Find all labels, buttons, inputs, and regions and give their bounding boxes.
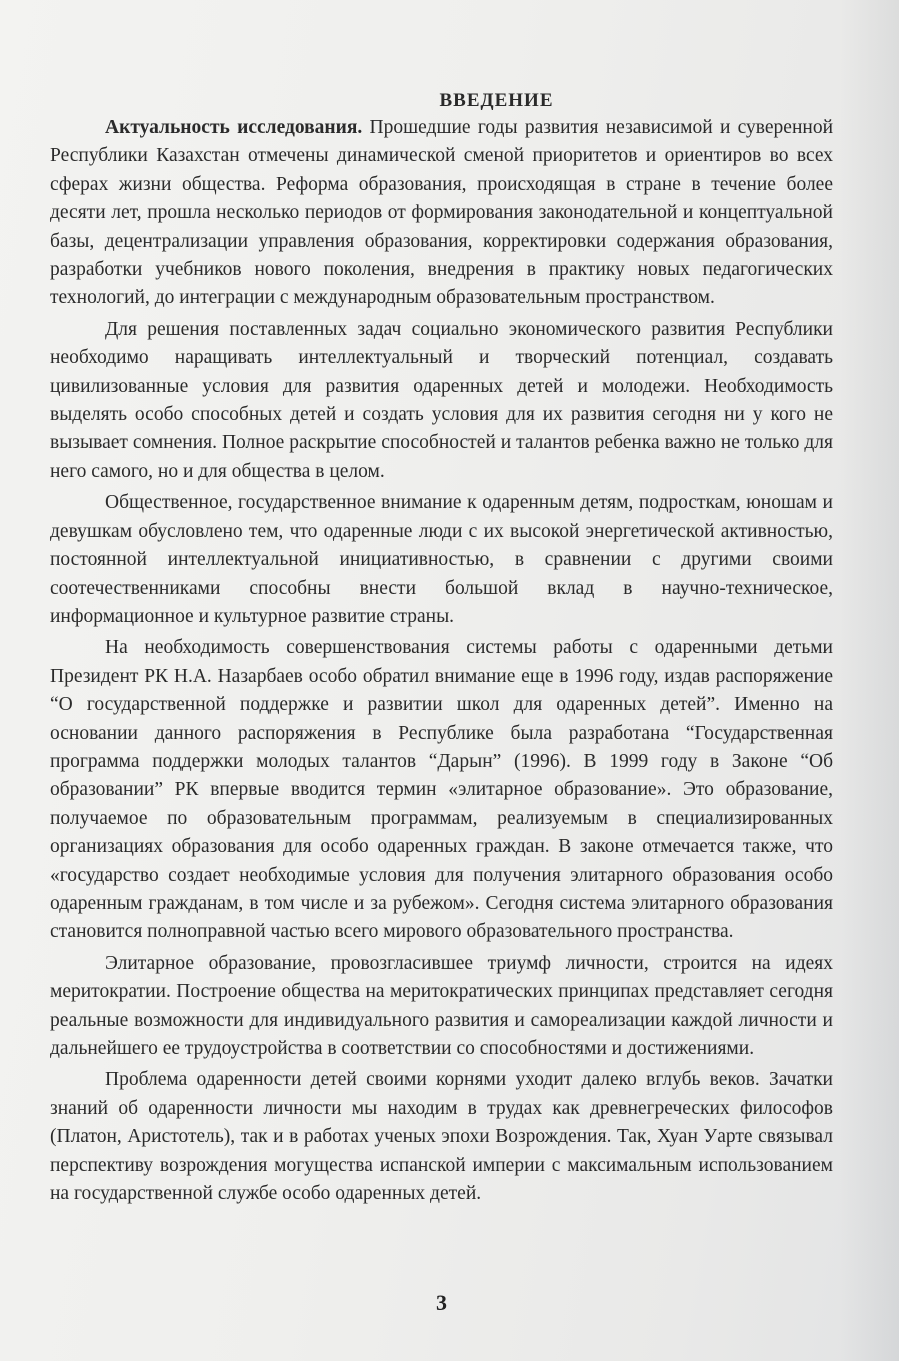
paragraph-2: Для решения поставленных задач социально экономического развития Республики необходимо наращивать интеллектуальный и творческий потенциал, создавать цивилизованные условия для развития одаренных детей и молодежи. Необходимость выделять особо способных детей и создать условия для их развития сегодня ни у кого не вызывает сомнения. Полное раскрытие способностей и талантов ребенка важно не только для него самого, но и для общества в целом. [50,318,833,482]
paragraph-1 [50,114,833,313]
page-number: 3 [436,1290,447,1315]
document-body [50,88,833,1208]
page-shadow [839,0,899,1361]
paragraph-5: Элитарное образование, провозгласившее триумф личности, строится на идеях меритократии. Построение общества на меритократических принципах представляет сегодня реальные возможности для индивидуального развития и самореализации каждой личности и дальнейшего ее трудоустройства в соответствии со способностями и достижениями. [50,952,833,1059]
section-title: ВВЕДЕНИЕ [439,90,554,111]
paragraph-6: Проблема одаренности детей своими корнями уходит далеко вглубь веков. Зачатки знаний об одаренности личности мы находим в трудах как древнегреческих философов (Платон, Аристотель), так и в работах ученых эпохи Возрождения. Так, Хуан Уарте связывал перспективу возрождения могущества испанской империи с максимальным использованием на государственной службе особо одаренных детей. [50,1069,833,1205]
paragraph-lead: Актуальность исследования. [105,117,363,138]
paragraph-3: Общественное, государственное внимание к одаренным детям, подросткам, юношам и девушкам обусловлено тем, что одаренные люди с их высокой энергетической активностью, постоянной интеллектуальной инициативностью, в сравнении с другими своими соотечественниками способны внести большой вклад в научно-техническое, информационное и культурное развитие страны. [50,492,833,627]
paragraph-4: На необходимость совершенствования системы работы с одаренными детьми Президент РК Н.А. Назарбаев особо обратил внимание еще в 1996 году, издав распоряжение “О государственной поддержке и развитии школ для одаренных детей”. Именно на основании данного распоряжения в Республике была разработана “Государственная программа поддержки молодых талантов “Дарын” (1996). В 1999 году в Законе “Об образовании” РК впервые вводится термин «элитарное образование». Это образование, получаемое по образовательным программам, реализуемым в специализированных организациях образования для особо одаренных граждан. В законе отмечается также, что «государство создает необходимые условия для получения элитарного образования особо одаренным гражданам, в том числе и за рубежом». Сегодня система элитарного образования становится полноправной частью всего мирового образовательного пространства. [50,637,833,943]
paragraph-text: Прошедшие годы развития независимой и суверенной Республики Казахстан отмечены динамической сменой приоритетов и ориентиров во всех сферах жизни общества. Реформа образования, происходящая в стране в течение более десяти лет, прошла несколько периодов от формирования законодательной и концептуальной базы, децентрализации управления образования, корректировки содержания образования, разработки учебников нового поколения, внедрения в практику новых педагогических технологий, до интеграции с международным образовательным пространством. [50,117,833,309]
